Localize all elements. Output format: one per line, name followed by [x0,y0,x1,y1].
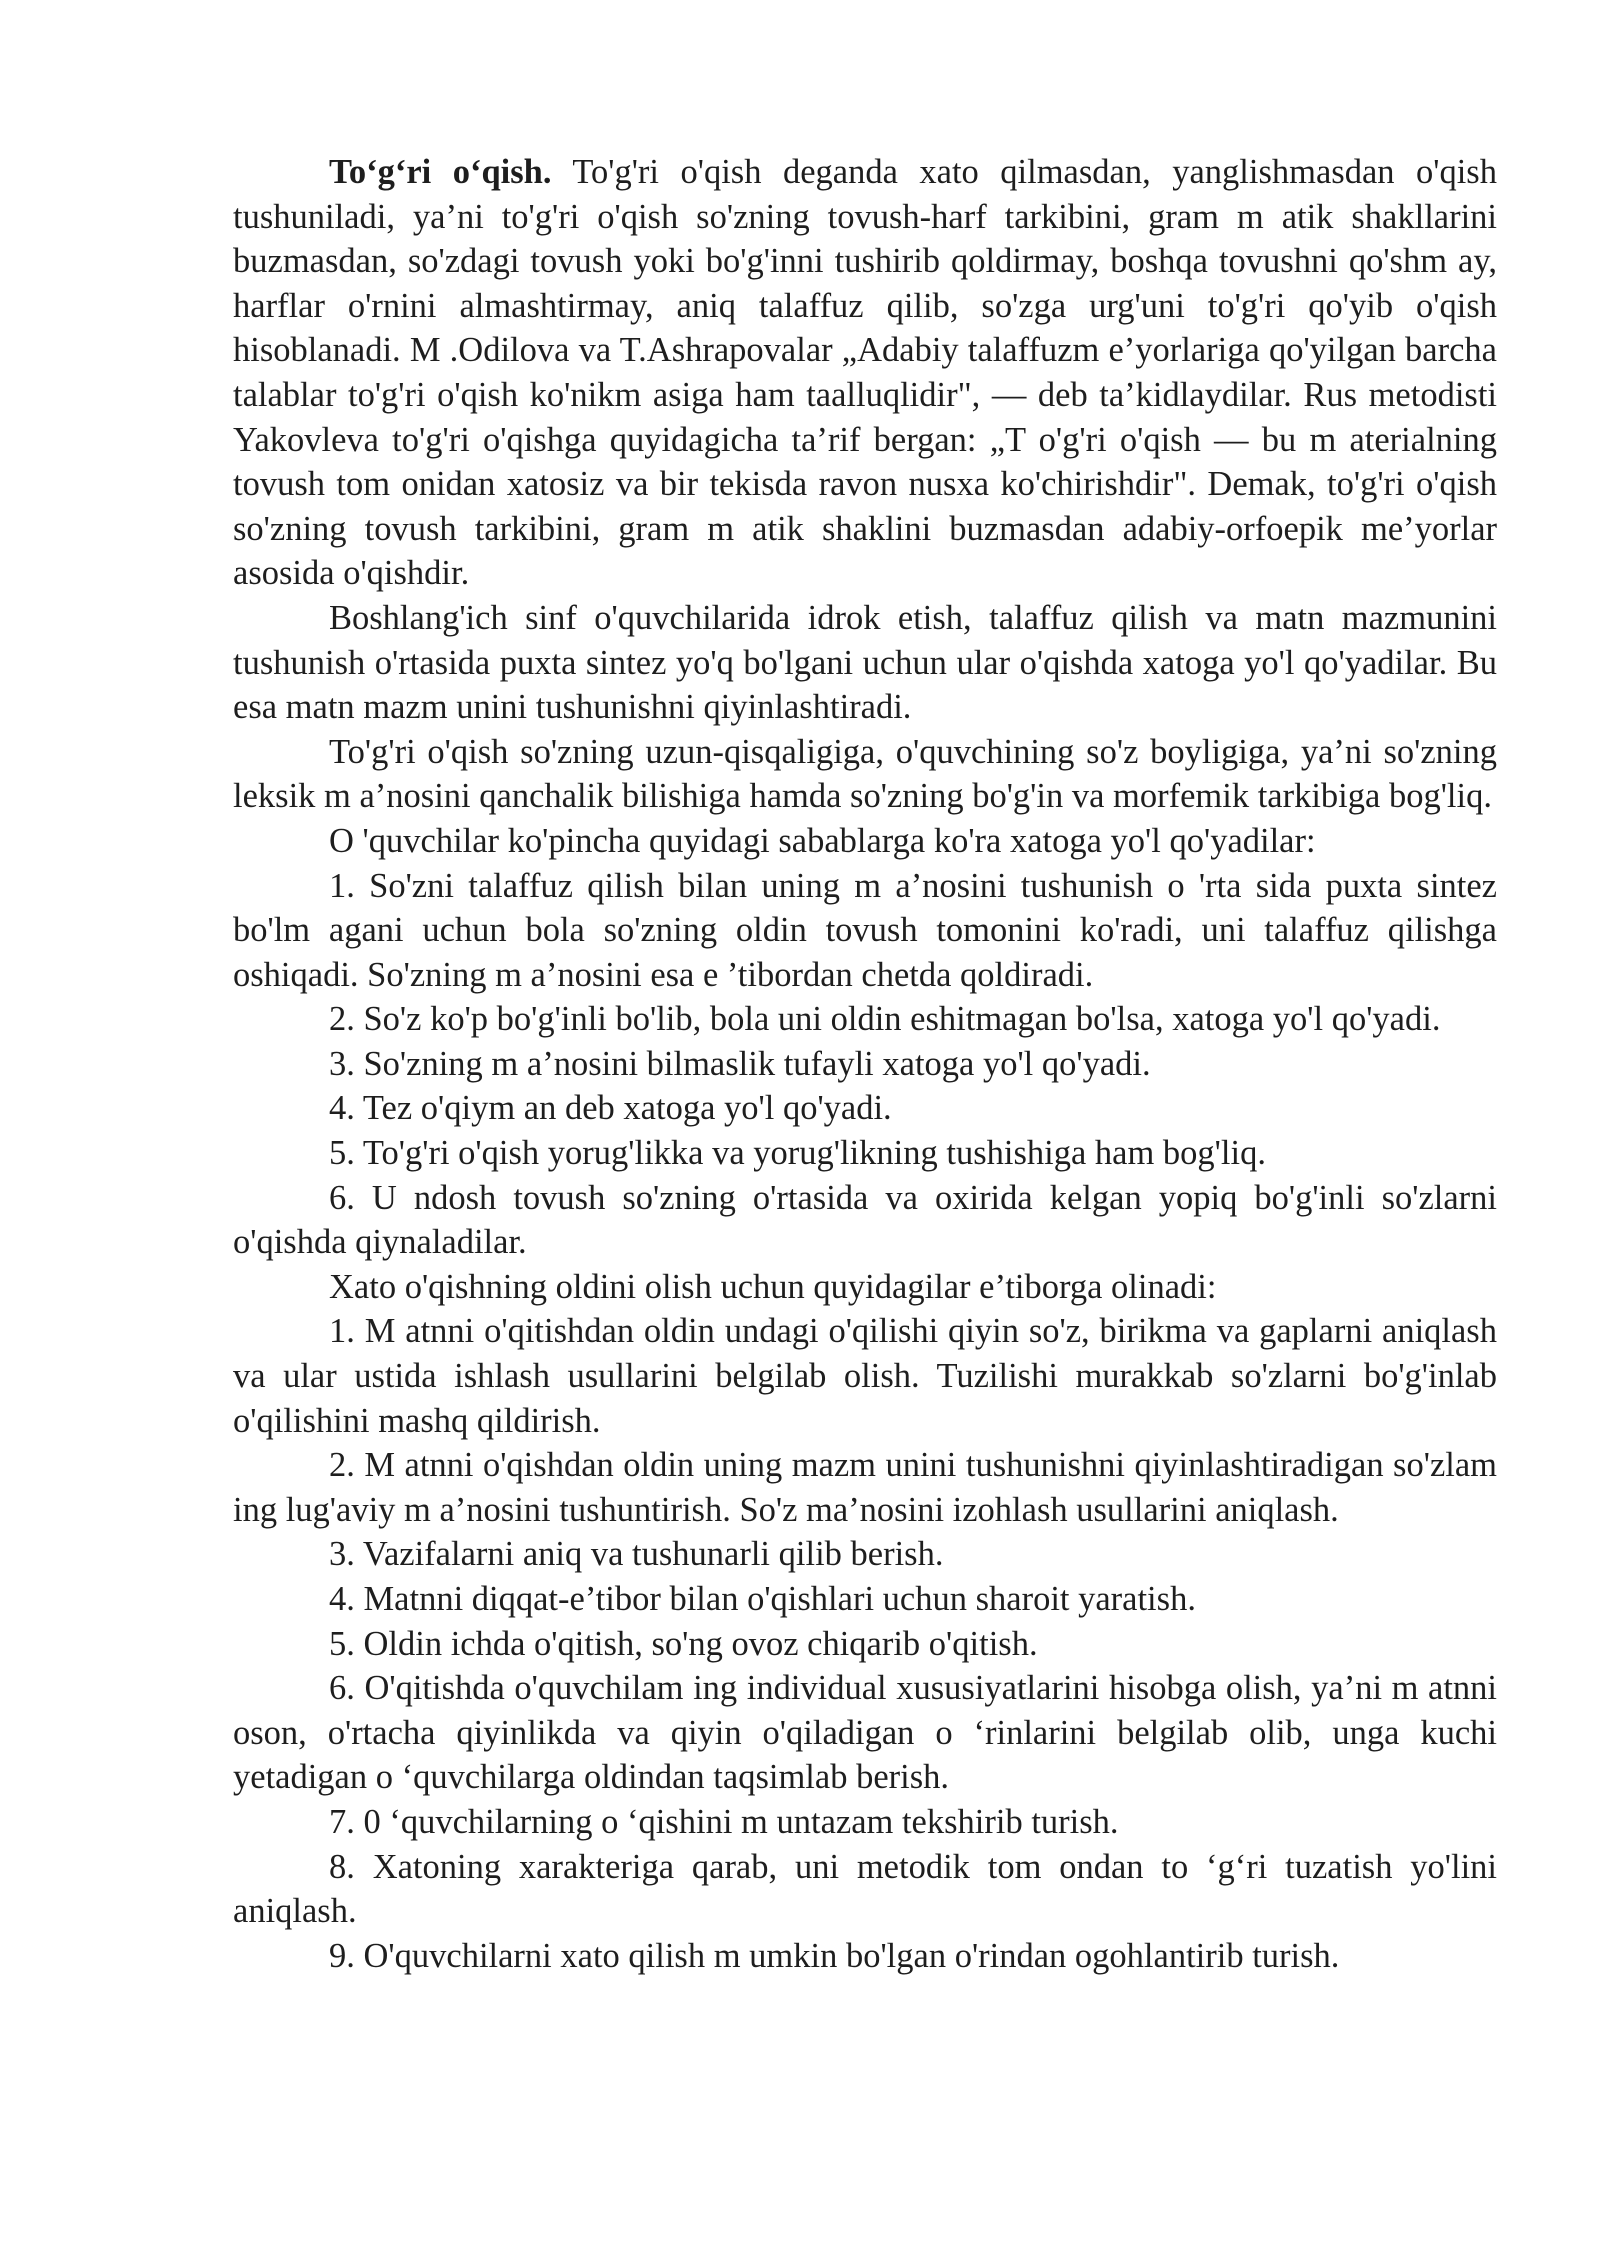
measure-item: 1. M atnni o'qitishdan oldin undagi o'qilishi qiyin so'z, birikma va gaplarni aniqlash va ular ustida ishlash usullarini belgilab olish. Tuzilishi murakkab so'zlarni bo'g'inlab o'qilishini mashq qildirish. [233,1312,1497,1440]
reason-item: 3. So'zning m a’nosini bilmaslik tufayli xatoga yo'l qo'yadi. [329,1044,1151,1083]
reason-item: 2. So'z ko'p bo'g'inli bo'lib, bola uni oldin eshitmagan bo'lsa, xatoga yo'l qo'yadi. [329,1000,1441,1039]
section-heading: To‘g‘ri o‘qish. [329,153,552,191]
reason-item: 1. So'zni talaffuz qilish bilan uning m a’nosini tushunish o 'rta sida puxta sintez bo'lm agani uchun bola so'zning oldin tovush tomonini ko'radi, uni talaffuz qilishga oshiqadi. So'zning m a’nosini esa e ’tibordan chetda qoldiradi. [233,866,1497,994]
measure-item: 7. 0 ‘quvchilarning o ‘qishini m untazam tekshirib turish. [329,1802,1119,1841]
list-intro: O 'quvchilar ko'pincha quyidagi sabablarga ko'ra xatoga yo'l qo'yadilar: [329,821,1316,860]
paragraph: Boshlang'ich sinf o'quvchilarida idrok etish, talaffuz qilish va matn mazmunini tushunish o'rtasida puxta sintez yo'q bo'lgani uchun ular o'qishda xatoga yo'l qo'yadilar. Bu esa matn mazm unini tushunishni qiyinlashtiradi. [233,598,1497,727]
paragraph: To'g'ri o'qish so'zning uzun-qisqaligiga, o'quvchining so'z boyligiga, ya’ni so'zning leksik m a’nosini qanchalik bilishiga hamda so'zning bo'g'in va morfemik tarkibiga bog'liq. [233,732,1497,816]
reason-item: 5. To'g'ri o'qish yorug'likka va yorug'likning tushishiga ham bog'liq. [329,1134,1266,1173]
list-intro: Xato o'qishning oldini olish uchun quyidagilar e’tiborga olinadi: [329,1267,1217,1306]
measure-item: 4. Matnni diqqat-e’tibor bilan o'qishlari uchun sharoit yaratish. [329,1580,1196,1618]
intro-text: To'g'ri o'qish deganda xato qilmasdan, yanglishmasdan o'qish tushuniladi, ya’ni to'g'ri o'qish so'zning tovush-harf tarkibini, gram m atik shakllarini buzmasdan, so'zdagi tovush yoki bo'g'inni tushirib qoldirmay, boshqa tovushni qo'shm ay, harflar o'rnini almashtirmay, aniq talaffuz qilib, so'zga urg'uni to'g'ri qo'yib o'qish hisoblanadi. M .Odilova va T.Ashrapovalar „Adabiy talaffuzm e’yorlariga qo'yilgan barcha talablar to'g'ri o'qish ko'nikm asiga ham taalluqlidir", — deb ta’kidlaydilar. Rus metodisti Yakovleva to'g'ri o'qishga quyidagicha ta’rif bergan: „T o'g'ri o'qish — bu m aterialning tovush tom onidan xatosiz va bir tekisda ravon nusxa ko'chirishdir". Demak, to'g'ri o'qish so'zning tovush tarkibini, gram m atik shaklini buzmasdan adabiy-orfoepik me’yorlar asosida o'qishdir. [233,153,1497,593]
measure-item: 5. Oldin ichda o'qitish, so'ng ovoz chiqarib o'qitish. [329,1624,1038,1663]
measure-item: 9. O'quvchilarni xato qilish m umkin bo'lgan o'rindan ogohlantirib turish. [329,1936,1340,1975]
intro-paragraph [233,150,1497,596]
measure-item: 3. Vazifalarni aniq va tushunarli qilib berish. [329,1535,944,1574]
reason-item: 4. Tez o'qiym an deb xatoga yo'l qo'yadi. [329,1089,892,1128]
reason-item: 6. U ndosh tovush so'zning o'rtasida va oxirida kelgan yopiq bo'g'inli so'zlarni o'qishda qiynaladilar. [233,1178,1497,1262]
document-body [233,150,1497,1978]
measure-item: 2. M atnni o'qishdan oldin uning mazm unini tushunishni qiyinlashtiradigan so'zlam ing lug'aviy m a’nosini tushuntirish. So'z ma’nosini izohlash usullarini aniqlash. [233,1446,1497,1529]
measure-item: 6. O'qitishda o'quvchilam ing individual xususiyatlarini hisobga olish, ya’ni m atnni oson, o'rtacha qiyinlikda va qiyin o'qiladigan o ‘rinlarini belgilab olib, unga kuchi yetadigan o ‘quvchilarga oldindan taqsimlab berish. [233,1669,1497,1797]
measure-item: 8. Xatoning xarakteriga qarab, uni metodik tom ondan to ‘g‘ri tuzatish yo'lini aniqlash. [233,1847,1497,1931]
